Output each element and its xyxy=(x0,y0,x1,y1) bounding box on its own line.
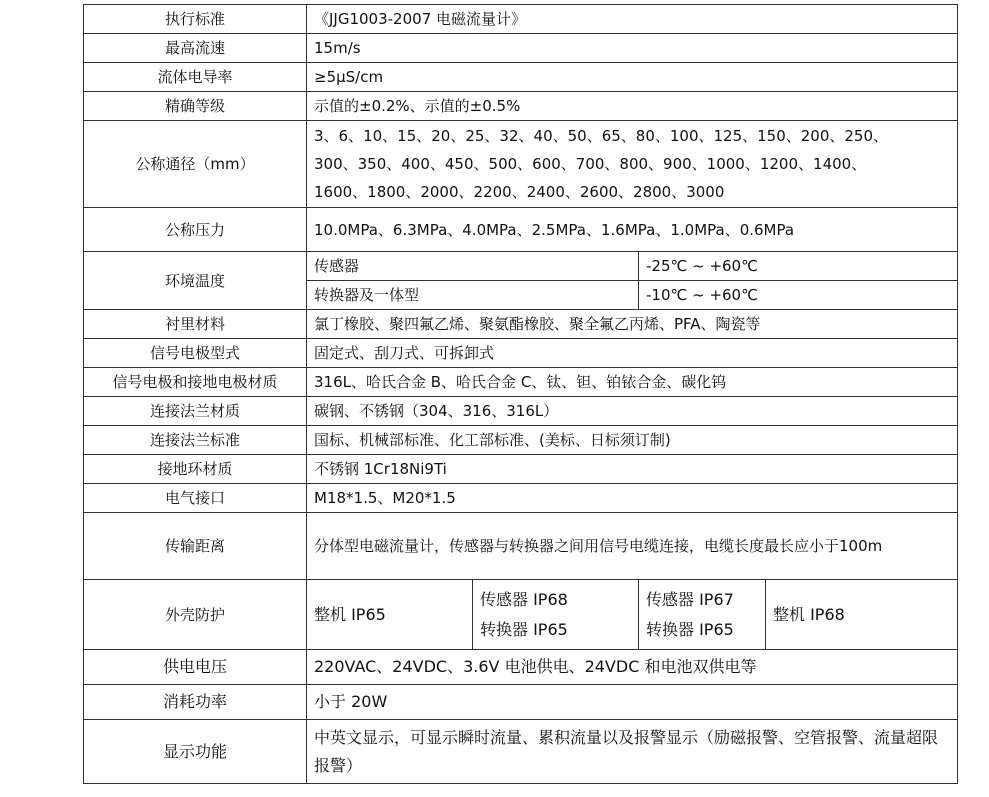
lining-material-value: 氯丁橡胶、聚四氟乙烯、聚氨酯橡胶、聚全氟乙丙烯、PFA、陶瓷等 xyxy=(307,310,958,339)
conductivity-value: ≥5μS/cm xyxy=(307,63,958,92)
electrode-material-label: 信号电极和接地电极材质 xyxy=(84,368,307,397)
row-enclosure-protection xyxy=(84,580,958,650)
row-display xyxy=(84,720,958,784)
flange-material-value: 碳钢、不锈钢（304、316、316L） xyxy=(307,397,958,426)
row-power-consumption xyxy=(84,685,958,720)
nominal-pressure-label: 公称压力 xyxy=(84,208,307,252)
nominal-pressure-value: 10.0MPa、6.3MPa、4.0MPa、2.5MPa、1.6MPa、1.0MPa、0.6MPa xyxy=(307,208,958,252)
power-consumption-value: 小于 20W xyxy=(307,685,958,720)
flange-standard-value: 国标、机械部标准、化工部标准、(美标、日标须订制) xyxy=(307,426,958,455)
electrode-material-value: 316L、哈氏合金 B、哈氏合金 C、钛、钽、铂铱合金、碳化钨 xyxy=(307,368,958,397)
flange-standard-label: 连接法兰标准 xyxy=(84,426,307,455)
row-flange-standard xyxy=(84,426,958,455)
enclosure-option-whole-ip65: 整机 IP65 xyxy=(307,580,473,650)
nominal-diameter-label: 公称通径（mm） xyxy=(84,121,307,208)
max-velocity-value: 15m/s xyxy=(307,34,958,63)
spec-table xyxy=(83,4,958,784)
diameter-line-3: 1600、1800、2000、2200、2400、2600、2800、3000 xyxy=(314,183,725,201)
lining-material-label: 衬里材料 xyxy=(84,310,307,339)
display-label: 显示功能 xyxy=(84,720,307,784)
electrical-interface-label: 电气接口 xyxy=(84,484,307,513)
power-consumption-label: 消耗功率 xyxy=(84,685,307,720)
enclosure-option-split-ip67 xyxy=(639,580,766,650)
ambient-temperature-label: 环境温度 xyxy=(84,252,307,310)
enclosure-option3-converter: 转换器 IP65 xyxy=(646,619,734,639)
row-electrode-type xyxy=(84,339,958,368)
row-conductivity xyxy=(84,63,958,92)
row-electrical-interface xyxy=(84,484,958,513)
power-supply-label: 供电电压 xyxy=(84,650,307,685)
conductivity-label: 流体电导率 xyxy=(84,63,307,92)
display-value: 中英文显示，可显示瞬时流量、累积流量以及报警显示（励磁报警、空管报警、流量超限报警） xyxy=(307,720,958,784)
accuracy-label: 精确等级 xyxy=(84,92,307,121)
transmission-distance-value: 分体型电磁流量计，传感器与转换器之间用信号电缆连接，电缆长度最长应小于100m xyxy=(307,513,958,580)
row-transmission-distance xyxy=(84,513,958,580)
row-lining-material xyxy=(84,310,958,339)
enclosure-option-split-ip68 xyxy=(473,580,639,650)
nominal-diameter-value xyxy=(307,121,958,208)
row-nominal-diameter xyxy=(84,121,958,208)
row-flange-material xyxy=(84,397,958,426)
ambient-converter-label: 转换器及一体型 xyxy=(307,281,639,310)
power-supply-value: 220VAC、24VDC、3.6V 电池供电、24VDC 和电池双供电等 xyxy=(307,650,958,685)
diameter-line-1: 3、6、10、15、20、25、32、40、50、65、80、100、125、150、200、250、 xyxy=(314,127,889,145)
ground-ring-label: 接地环材质 xyxy=(84,455,307,484)
row-accuracy xyxy=(84,92,958,121)
electrode-type-value: 固定式、刮刀式、可拆卸式 xyxy=(307,339,958,368)
standard-label: 执行标准 xyxy=(84,5,307,34)
row-ground-ring xyxy=(84,455,958,484)
enclosure-option-whole-ip68: 整机 IP68 xyxy=(766,580,958,650)
electrical-interface-value: M18*1.5、M20*1.5 xyxy=(307,484,958,513)
enclosure-option2-converter: 转换器 IP65 xyxy=(480,619,568,639)
ground-ring-value: 不锈钢 1Cr18Ni9Ti xyxy=(307,455,958,484)
row-ambient-temperature-sensor xyxy=(84,252,958,281)
row-max-velocity xyxy=(84,34,958,63)
flange-material-label: 连接法兰材质 xyxy=(84,397,307,426)
standard-value: 《JJG1003-2007 电磁流量计》 xyxy=(307,5,958,34)
ambient-sensor-value: -25℃ ~ +60℃ xyxy=(639,252,958,281)
row-electrode-material xyxy=(84,368,958,397)
enclosure-protection-label: 外壳防护 xyxy=(84,580,307,650)
row-standard xyxy=(84,5,958,34)
ambient-converter-value: -10℃ ~ +60℃ xyxy=(639,281,958,310)
enclosure-option2-sensor: 传感器 IP68 xyxy=(480,589,568,609)
row-nominal-pressure xyxy=(84,208,958,252)
diameter-line-2: 300、350、400、450、500、600、700、800、900、1000、1200、1400、 xyxy=(314,155,867,173)
transmission-distance-label: 传输距离 xyxy=(84,513,307,580)
max-velocity-label: 最高流速 xyxy=(84,34,307,63)
electrode-type-label: 信号电极型式 xyxy=(84,339,307,368)
accuracy-value: 示值的±0.2%、示值的±0.5% xyxy=(307,92,958,121)
ambient-sensor-label: 传感器 xyxy=(307,252,639,281)
enclosure-option3-sensor: 传感器 IP67 xyxy=(646,589,734,609)
row-power-supply xyxy=(84,650,958,685)
